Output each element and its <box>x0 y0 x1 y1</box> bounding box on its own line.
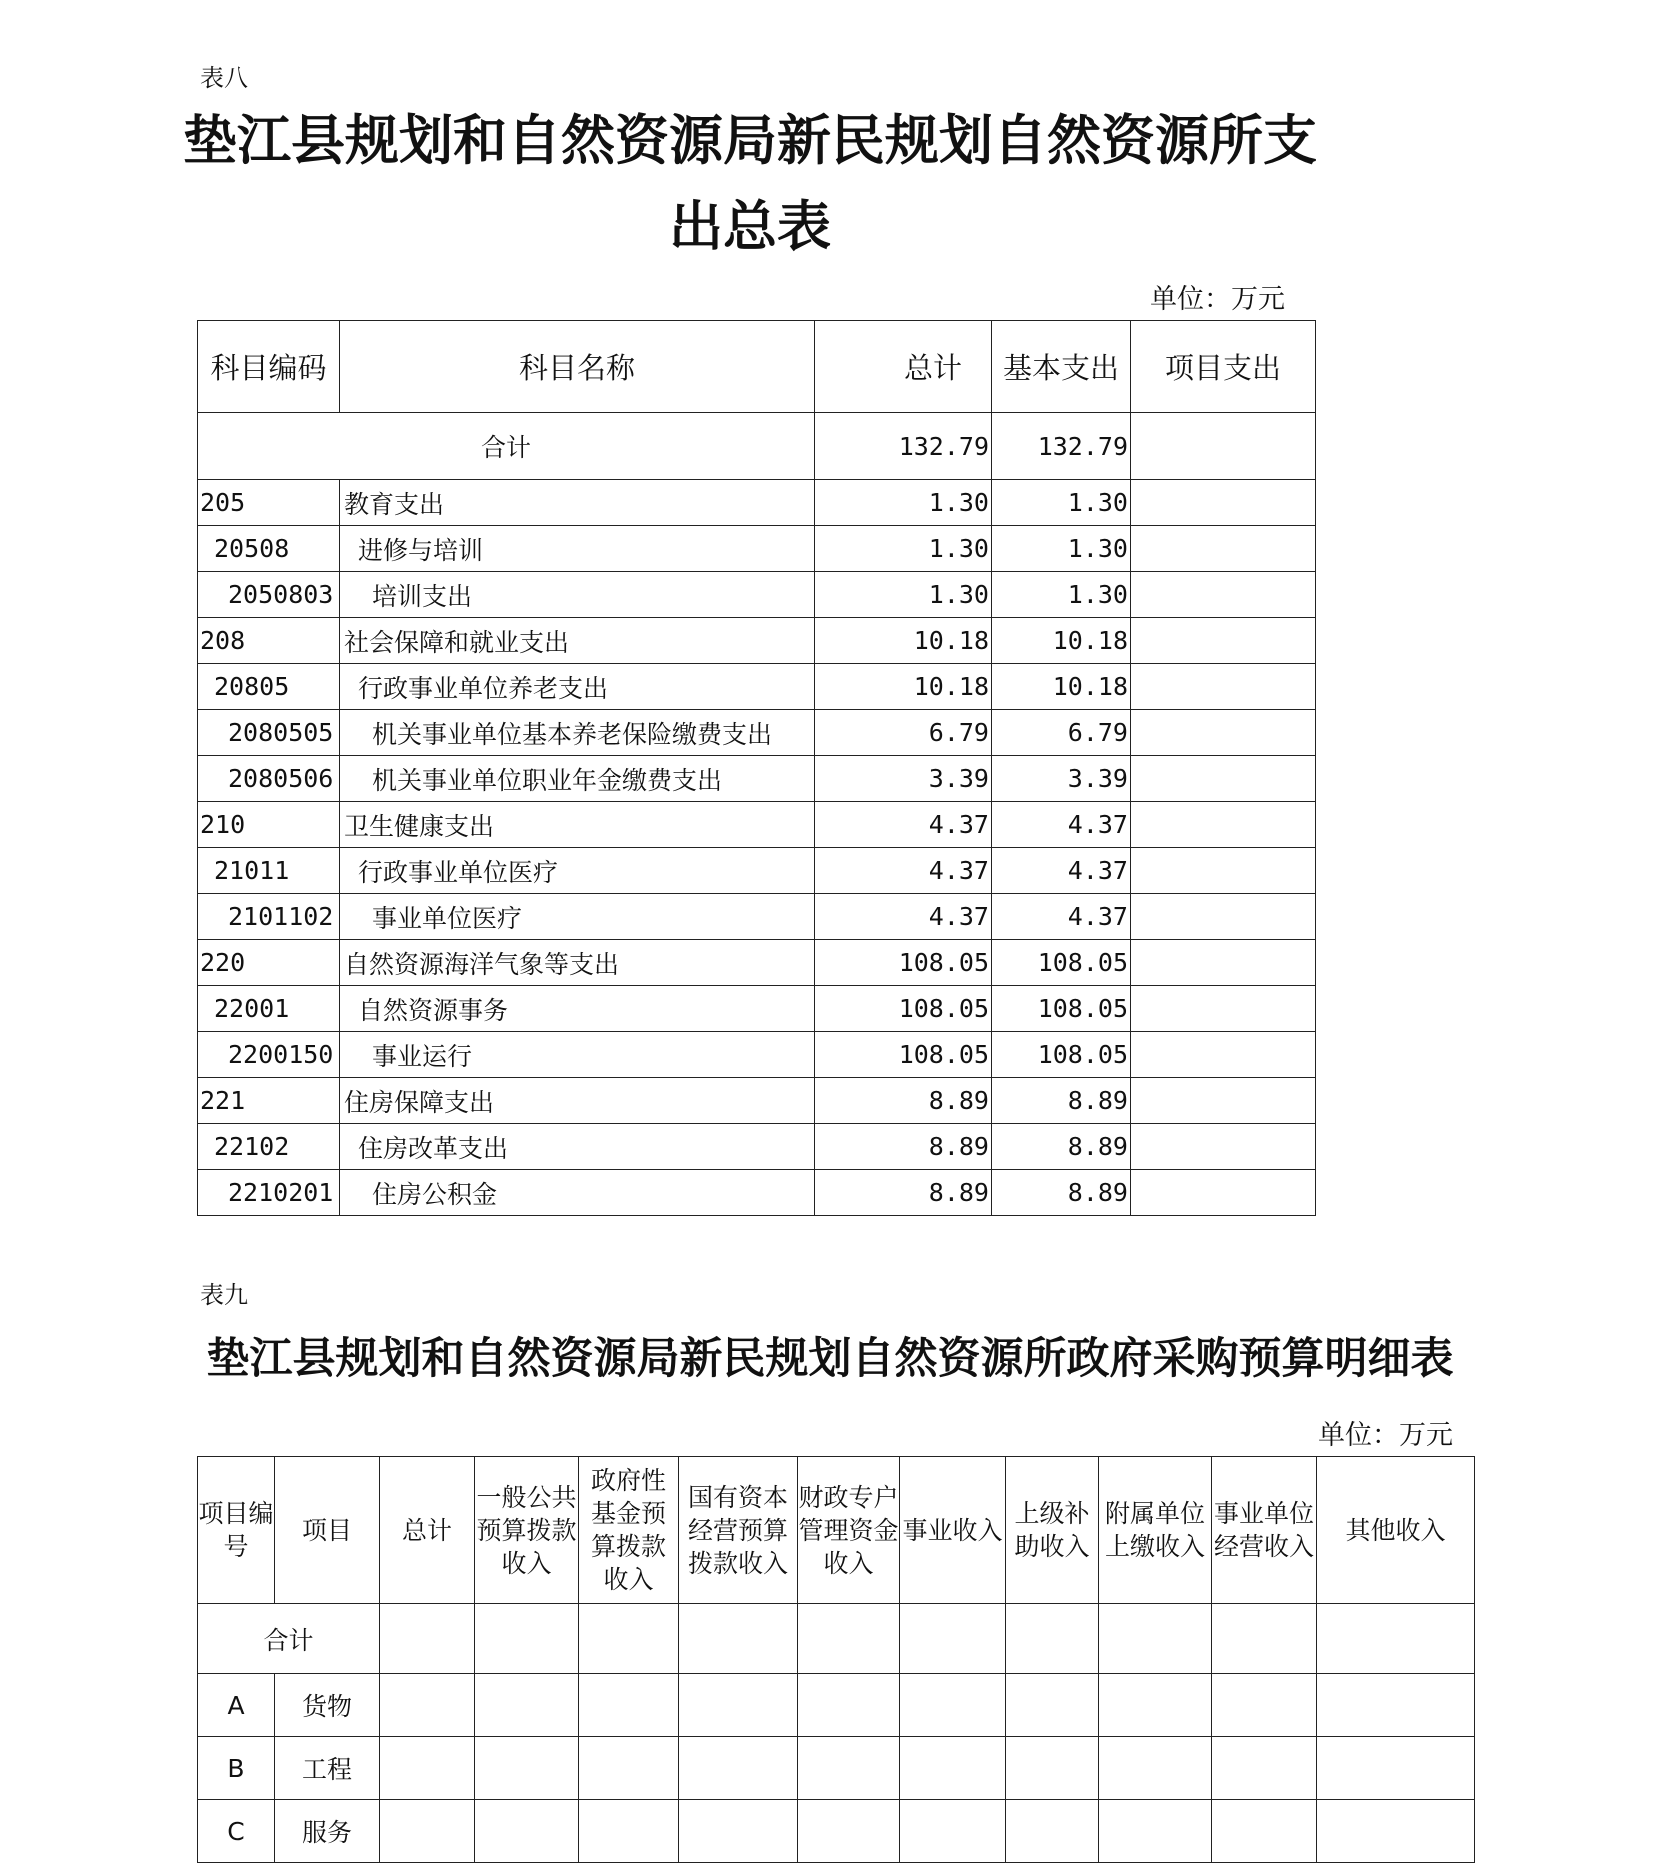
row-name: 自然资源海洋气象等支出 <box>340 940 815 986</box>
table-row <box>198 1800 1475 1863</box>
table9-unit: 单位：万元 <box>1318 1420 1453 1451</box>
header-item: 项目 <box>275 1457 380 1604</box>
row-project <box>1131 848 1316 894</box>
table8-unit: 单位：万元 <box>1150 284 1285 315</box>
table-row <box>198 1170 1316 1216</box>
row-project <box>1131 1124 1316 1170</box>
table9-total-row <box>198 1604 1475 1674</box>
header-superior-subsidy: 上级补助收入 <box>1006 1457 1099 1604</box>
row-total: 1.30 <box>815 480 992 526</box>
table8-label: 表八 <box>200 64 248 92</box>
row-basic: 1.30 <box>992 572 1131 618</box>
row-total: 10.18 <box>815 618 992 664</box>
row-code: 21011 <box>198 848 340 894</box>
row-id: B <box>198 1737 275 1800</box>
row-project <box>1131 940 1316 986</box>
row-name: 机关事业单位基本养老保险缴费支出 <box>340 710 815 756</box>
table-row <box>198 526 1316 572</box>
row-basic: 108.05 <box>992 940 1131 986</box>
row-basic: 108.05 <box>992 1032 1131 1078</box>
row-basic: 8.89 <box>992 1078 1131 1124</box>
row-basic: 8.89 <box>992 1170 1131 1216</box>
row-code: 2101102 <box>198 894 340 940</box>
row-item: 货物 <box>275 1674 380 1737</box>
row-item: 服务 <box>275 1800 380 1863</box>
row-total: 108.05 <box>815 1032 992 1078</box>
row-code: 20805 <box>198 664 340 710</box>
row-project <box>1131 1170 1316 1216</box>
row-code: 2080506 <box>198 756 340 802</box>
row-total: 4.37 <box>815 802 992 848</box>
header-total: 总计 <box>815 321 992 413</box>
row-code: 205 <box>198 480 340 526</box>
header-total: 总计 <box>380 1457 475 1604</box>
table-row <box>198 710 1316 756</box>
row-code: 2050803 <box>198 572 340 618</box>
row-name: 住房改革支出 <box>340 1124 815 1170</box>
header-gov-fund: 政府性基金预算拨款收入 <box>579 1457 679 1604</box>
header-code: 科目编码 <box>198 321 340 413</box>
total-basic: 132.79 <box>992 413 1131 480</box>
row-basic: 4.37 <box>992 848 1131 894</box>
header-general-budget: 一般公共预算拨款收入 <box>475 1457 579 1604</box>
row-project <box>1131 756 1316 802</box>
row-basic: 3.39 <box>992 756 1131 802</box>
row-code: 22001 <box>198 986 340 1032</box>
row-code: 220 <box>198 940 340 986</box>
table-row <box>198 618 1316 664</box>
row-total: 8.89 <box>815 1124 992 1170</box>
row-name: 自然资源事务 <box>340 986 815 1032</box>
table-row <box>198 572 1316 618</box>
total-label: 合计 <box>198 413 815 480</box>
table-row <box>198 1124 1316 1170</box>
row-basic: 10.18 <box>992 664 1131 710</box>
row-name: 事业运行 <box>340 1032 815 1078</box>
row-project <box>1131 710 1316 756</box>
header-other-income: 其他收入 <box>1317 1457 1475 1604</box>
row-total: 4.37 <box>815 894 992 940</box>
row-basic: 8.89 <box>992 1124 1131 1170</box>
header-basic: 基本支出 <box>992 321 1131 413</box>
table8-title-line1: 垫江县规划和自然资源局新民规划自然资源所支 <box>183 108 1317 172</box>
row-basic: 6.79 <box>992 710 1131 756</box>
row-item: 工程 <box>275 1737 380 1800</box>
row-total: 108.05 <box>815 986 992 1032</box>
table-row <box>198 480 1316 526</box>
header-operating-income: 事业单位经营收入 <box>1212 1457 1317 1604</box>
total-project <box>1131 413 1316 480</box>
row-code: 2200150 <box>198 1032 340 1078</box>
row-code: 221 <box>198 1078 340 1124</box>
row-total: 8.89 <box>815 1170 992 1216</box>
table-row <box>198 802 1316 848</box>
header-item-id: 项目编号 <box>198 1457 275 1604</box>
table-row <box>198 1032 1316 1078</box>
table-row <box>198 1674 1475 1737</box>
row-basic: 4.37 <box>992 802 1131 848</box>
row-total: 3.39 <box>815 756 992 802</box>
row-project <box>1131 480 1316 526</box>
row-name: 教育支出 <box>340 480 815 526</box>
table8-header-row <box>198 321 1316 413</box>
row-project <box>1131 526 1316 572</box>
row-basic: 1.30 <box>992 480 1131 526</box>
total-label: 合计 <box>198 1604 380 1674</box>
row-basic: 4.37 <box>992 894 1131 940</box>
row-name: 进修与培训 <box>340 526 815 572</box>
row-name: 行政事业单位养老支出 <box>340 664 815 710</box>
row-name: 行政事业单位医疗 <box>340 848 815 894</box>
row-project <box>1131 1032 1316 1078</box>
header-business-income: 事业收入 <box>900 1457 1006 1604</box>
table-row <box>198 756 1316 802</box>
table-row <box>198 1078 1316 1124</box>
total-value: 132.79 <box>815 413 992 480</box>
row-total: 1.30 <box>815 572 992 618</box>
table9-label: 表九 <box>200 1281 248 1309</box>
row-id: A <box>198 1674 275 1737</box>
header-project: 项目支出 <box>1131 321 1316 413</box>
table-row <box>198 940 1316 986</box>
row-name: 住房保障支出 <box>340 1078 815 1124</box>
row-code: 2210201 <box>198 1170 340 1216</box>
row-project <box>1131 618 1316 664</box>
row-basic: 1.30 <box>992 526 1131 572</box>
row-total: 4.37 <box>815 848 992 894</box>
row-project <box>1131 986 1316 1032</box>
row-name: 培训支出 <box>340 572 815 618</box>
row-name: 卫生健康支出 <box>340 802 815 848</box>
row-total: 6.79 <box>815 710 992 756</box>
row-project <box>1131 802 1316 848</box>
row-project <box>1131 572 1316 618</box>
row-total: 8.89 <box>815 1078 992 1124</box>
row-total: 108.05 <box>815 940 992 986</box>
row-name: 住房公积金 <box>340 1170 815 1216</box>
row-name: 社会保障和就业支出 <box>340 618 815 664</box>
row-total: 1.30 <box>815 526 992 572</box>
row-code: 2080505 <box>198 710 340 756</box>
header-special-account: 财政专户管理资金收入 <box>798 1457 900 1604</box>
header-state-capital: 国有资本经营预算拨款收入 <box>679 1457 798 1604</box>
row-project <box>1131 894 1316 940</box>
row-project <box>1131 664 1316 710</box>
table8-total-row <box>198 413 1316 480</box>
header-name: 科目名称 <box>340 321 815 413</box>
row-code: 210 <box>198 802 340 848</box>
table9-header-row <box>198 1457 1475 1604</box>
row-project <box>1131 1078 1316 1124</box>
row-name: 机关事业单位职业年金缴费支出 <box>340 756 815 802</box>
row-id: C <box>198 1800 275 1863</box>
expenditure-summary-table <box>197 320 1316 1216</box>
table9-title: 垫江县规划和自然资源局新民规划自然资源所政府采购预算明细表 <box>206 1334 1454 1384</box>
row-code: 20508 <box>198 526 340 572</box>
table-row <box>198 848 1316 894</box>
table-row <box>198 894 1316 940</box>
header-affiliated-income: 附属单位上缴收入 <box>1099 1457 1212 1604</box>
table-row <box>198 986 1316 1032</box>
table-row <box>198 664 1316 710</box>
table-row <box>198 1737 1475 1800</box>
row-name: 事业单位医疗 <box>340 894 815 940</box>
procurement-budget-table <box>197 1456 1475 1863</box>
row-code: 22102 <box>198 1124 340 1170</box>
row-total: 10.18 <box>815 664 992 710</box>
row-basic: 10.18 <box>992 618 1131 664</box>
row-basic: 108.05 <box>992 986 1131 1032</box>
table8-title-line2: 出总表 <box>669 194 831 258</box>
row-code: 208 <box>198 618 340 664</box>
